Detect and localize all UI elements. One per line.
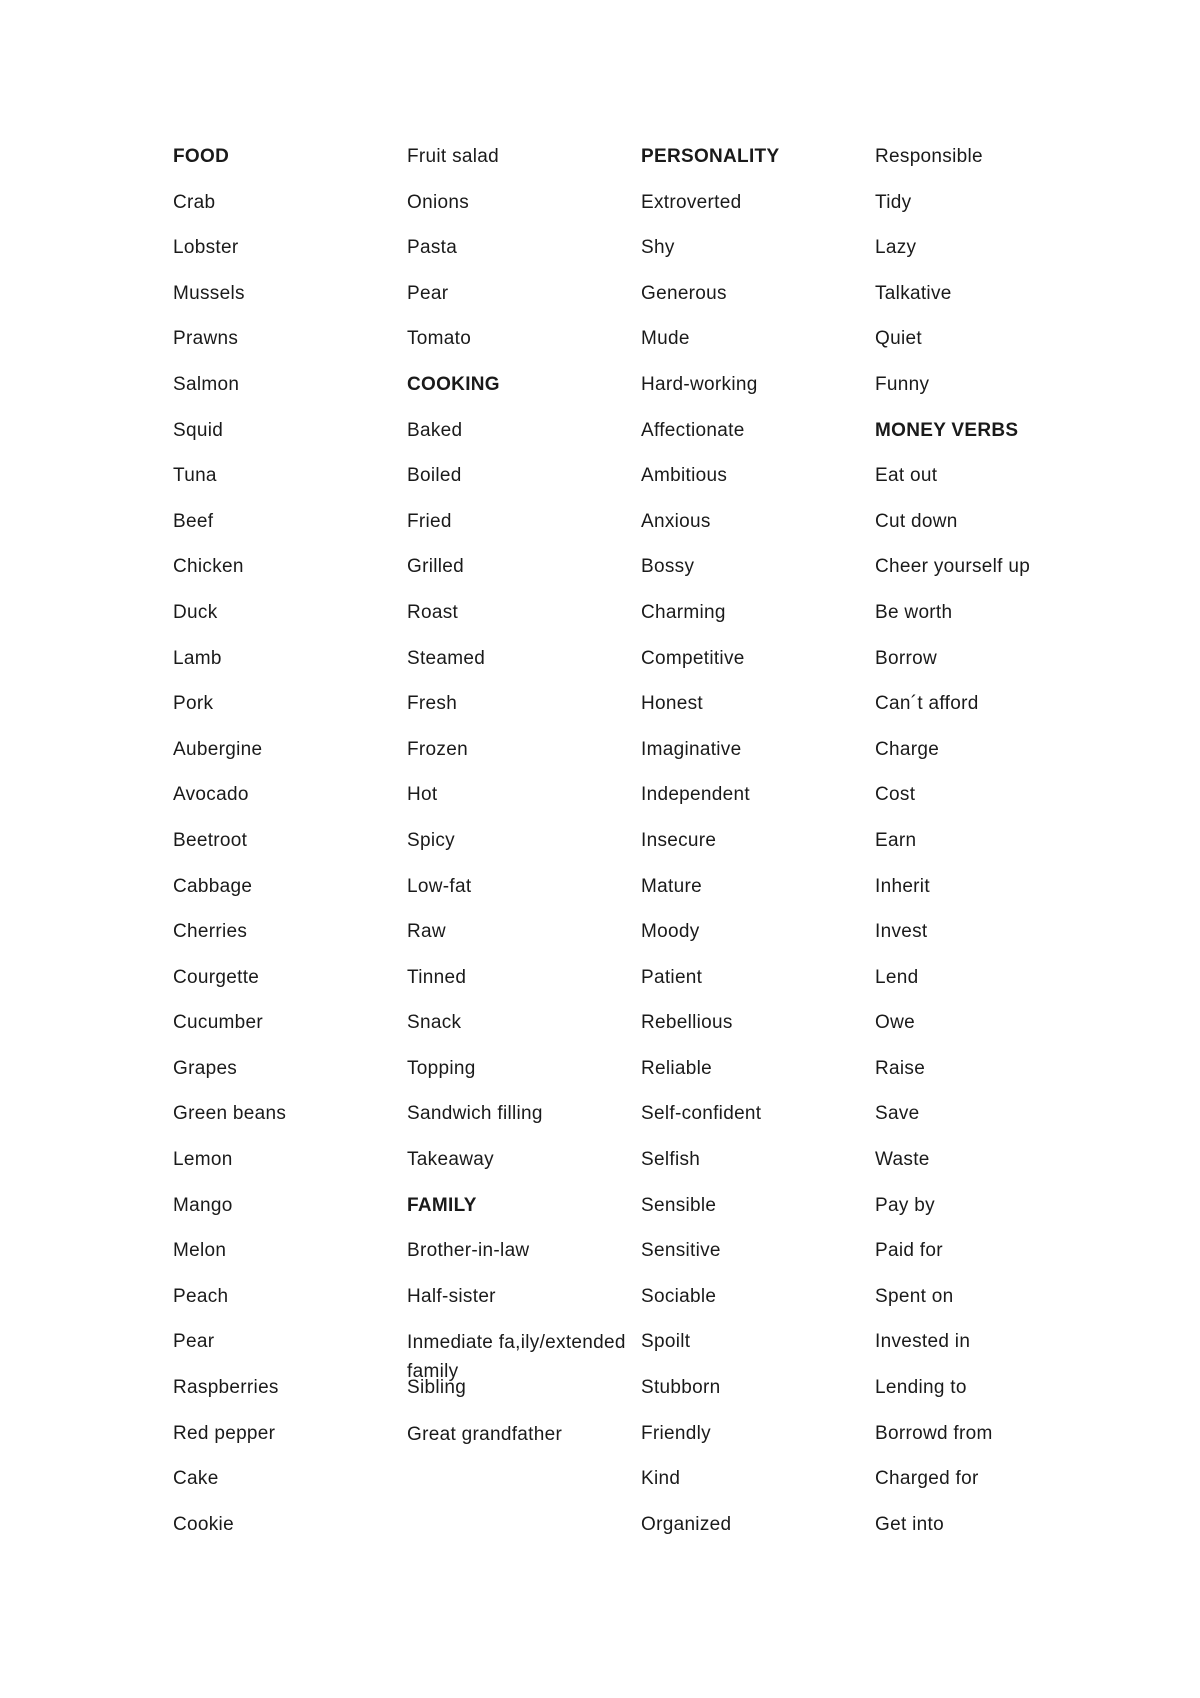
section-heading: COOKING [407,373,500,395]
vocabulary-word: Salmon [173,373,240,395]
vocabulary-word: Raise [875,1057,926,1079]
vocabulary-word: Snack [407,1012,462,1034]
column-cooking-family [407,146,637,1468]
vocabulary-word: Frozen [407,738,468,760]
vocabulary-word: Roast [407,601,459,623]
vocabulary-word: Earn [875,829,917,851]
vocabulary-word: Cherries [173,921,248,943]
vocabulary-word: Hard-working [641,373,758,395]
vocabulary-word: Be worth [875,601,953,623]
vocabulary-word: Fruit salad [407,146,500,167]
column-food [173,146,403,1559]
vocabulary-word: Sandwich filling [407,1103,543,1125]
vocabulary-word: Moody [641,921,700,943]
vocabulary-word: Spent on [875,1285,954,1307]
vocabulary-word: Beetroot [173,829,248,851]
vocabulary-word: Red pepper [173,1422,276,1444]
vocabulary-word: Independent [641,784,750,806]
vocabulary-word: Pasta [407,237,458,259]
vocabulary-word: Honest [641,693,704,715]
vocabulary-word: Courgette [173,966,260,988]
vocabulary-word: Green beans [173,1103,287,1125]
vocabulary-word: Tomato [407,328,472,350]
section-heading: PERSONALITY [641,146,780,167]
vocabulary-word: Fresh [407,693,458,715]
vocabulary-word: Lazy [875,237,917,259]
vocabulary-word: Generous [641,282,727,304]
vocabulary-word: Cucumber [173,1012,264,1034]
vocabulary-word: Tidy [875,191,912,213]
vocabulary-word: Cheer yourself up [875,556,1031,578]
vocabulary-word: Lobster [173,237,239,259]
vocabulary-word: Organized [641,1513,732,1535]
vocabulary-word: Squid [173,419,224,441]
vocabulary-word: Stubborn [641,1377,721,1399]
vocabulary-word: Tinned [407,966,467,988]
vocabulary-word: Imaginative [641,738,742,760]
vocabulary-word: Crab [173,191,216,213]
vocabulary-word: Can´t afford [875,693,979,715]
vocabulary-word: Mussels [173,282,245,304]
vocabulary-word: Aubergine [173,738,263,760]
vocabulary-word: Charge [875,738,940,760]
vocabulary-word: Patient [641,966,703,988]
vocabulary-word: Lend [875,966,919,988]
vocabulary-word: Boiled [407,465,462,487]
vocabulary-word: Tuna [173,465,217,487]
vocabulary-word: Pay by [875,1194,935,1216]
vocabulary-word: Responsible [875,146,983,167]
vocabulary-word: Avocado [173,784,249,806]
vocabulary-word: Paid for [875,1240,943,1262]
vocabulary-word: Chicken [173,556,244,578]
vocabulary-word: Inmediate fa,ily/extended family [407,1332,626,1383]
vocabulary-word: Extroverted [641,191,742,213]
vocabulary-word: Half-sister [407,1285,496,1307]
vocabulary-word: Owe [875,1012,915,1034]
vocabulary-word: Quiet [875,328,922,350]
vocabulary-word: Waste [875,1149,930,1171]
vocabulary-word: Lamb [173,647,222,669]
vocabulary-word: Cabbage [173,875,253,897]
vocabulary-word: Takeaway [407,1149,494,1171]
vocabulary-word: Ambitious [641,465,728,487]
vocabulary-word: Kind [641,1468,681,1490]
vocabulary-word: Topping [407,1057,476,1079]
vocabulary-word: Brother-in-law [407,1240,530,1262]
vocabulary-word: Bossy [641,556,695,578]
vocabulary-word: Steamed [407,647,486,669]
column-money-verbs [875,146,1105,1559]
vocabulary-word: Get into [875,1513,944,1535]
vocabulary-word: Anxious [641,510,711,532]
vocabulary-word: Lending to [875,1377,967,1399]
vocabulary-word: Grilled [407,556,465,578]
vocabulary-word: Invested in [875,1331,971,1353]
vocabulary-word: Eat out [875,465,938,487]
vocabulary-word: Low-fat [407,875,472,897]
vocabulary-word: Mango [173,1194,233,1216]
vocabulary-word: Cake [173,1468,219,1490]
vocabulary-word: Prawns [173,328,239,350]
vocabulary-word: Sociable [641,1285,717,1307]
vocabulary-word: Peach [173,1285,229,1307]
vocabulary-word: Invest [875,921,928,943]
vocabulary-word: Grapes [173,1057,238,1079]
vocabulary-word: Charged for [875,1468,979,1490]
vocabulary-word: Borrowd from [875,1422,993,1444]
vocabulary-word: Pork [173,693,214,715]
vocabulary-word: Mude [641,328,690,350]
vocabulary-word: Pear [407,282,449,304]
vocabulary-word: Inherit [875,875,930,897]
vocabulary-word: Selfish [641,1149,701,1171]
vocabulary-word: Fried [407,510,452,532]
vocabulary-word: Talkative [875,282,952,304]
vocabulary-word: Baked [407,419,463,441]
vocabulary-word: Insecure [641,829,717,851]
vocabulary-word: Funny [875,373,930,395]
vocabulary-word: Cost [875,784,916,806]
section-heading: FAMILY [407,1194,477,1216]
vocabulary-word: Spoilt [641,1331,691,1353]
vocabulary-word: Sensible [641,1194,717,1216]
vocabulary-word: Great grandfather [407,1423,563,1445]
vocabulary-word: Reliable [641,1057,713,1079]
vocabulary-word: Raspberries [173,1377,279,1399]
vocabulary-word: Sibling [407,1377,467,1399]
vocabulary-word: Rebellious [641,1012,733,1034]
vocabulary-word: Shy [641,237,675,259]
vocabulary-word: Onions [407,191,470,213]
vocabulary-word: Mature [641,875,702,897]
vocabulary-word: Raw [407,921,446,943]
vocabulary-word: Save [875,1103,920,1125]
section-heading: MONEY VERBS [875,419,1019,441]
vocabulary-word: Pear [173,1331,215,1353]
section-heading: FOOD [173,146,230,167]
vocabulary-word: Melon [173,1240,227,1262]
vocabulary-word: Hot [407,784,438,806]
vocabulary-word: Affectionate [641,419,745,441]
vocabulary-word: Duck [173,601,218,623]
vocabulary-word: Borrow [875,647,937,669]
vocabulary-word: Friendly [641,1422,711,1444]
vocabulary-word: Lemon [173,1149,233,1171]
vocabulary-word: Sensitive [641,1240,721,1262]
vocabulary-word: Charming [641,601,726,623]
column-personality [641,146,871,1559]
vocabulary-word: Cookie [173,1513,234,1535]
vocabulary-word: Self-confident [641,1103,762,1125]
vocabulary-word: Beef [173,510,214,532]
vocabulary-word: Spicy [407,829,455,851]
vocabulary-word: Cut down [875,510,958,532]
vocabulary-word: Competitive [641,647,745,669]
